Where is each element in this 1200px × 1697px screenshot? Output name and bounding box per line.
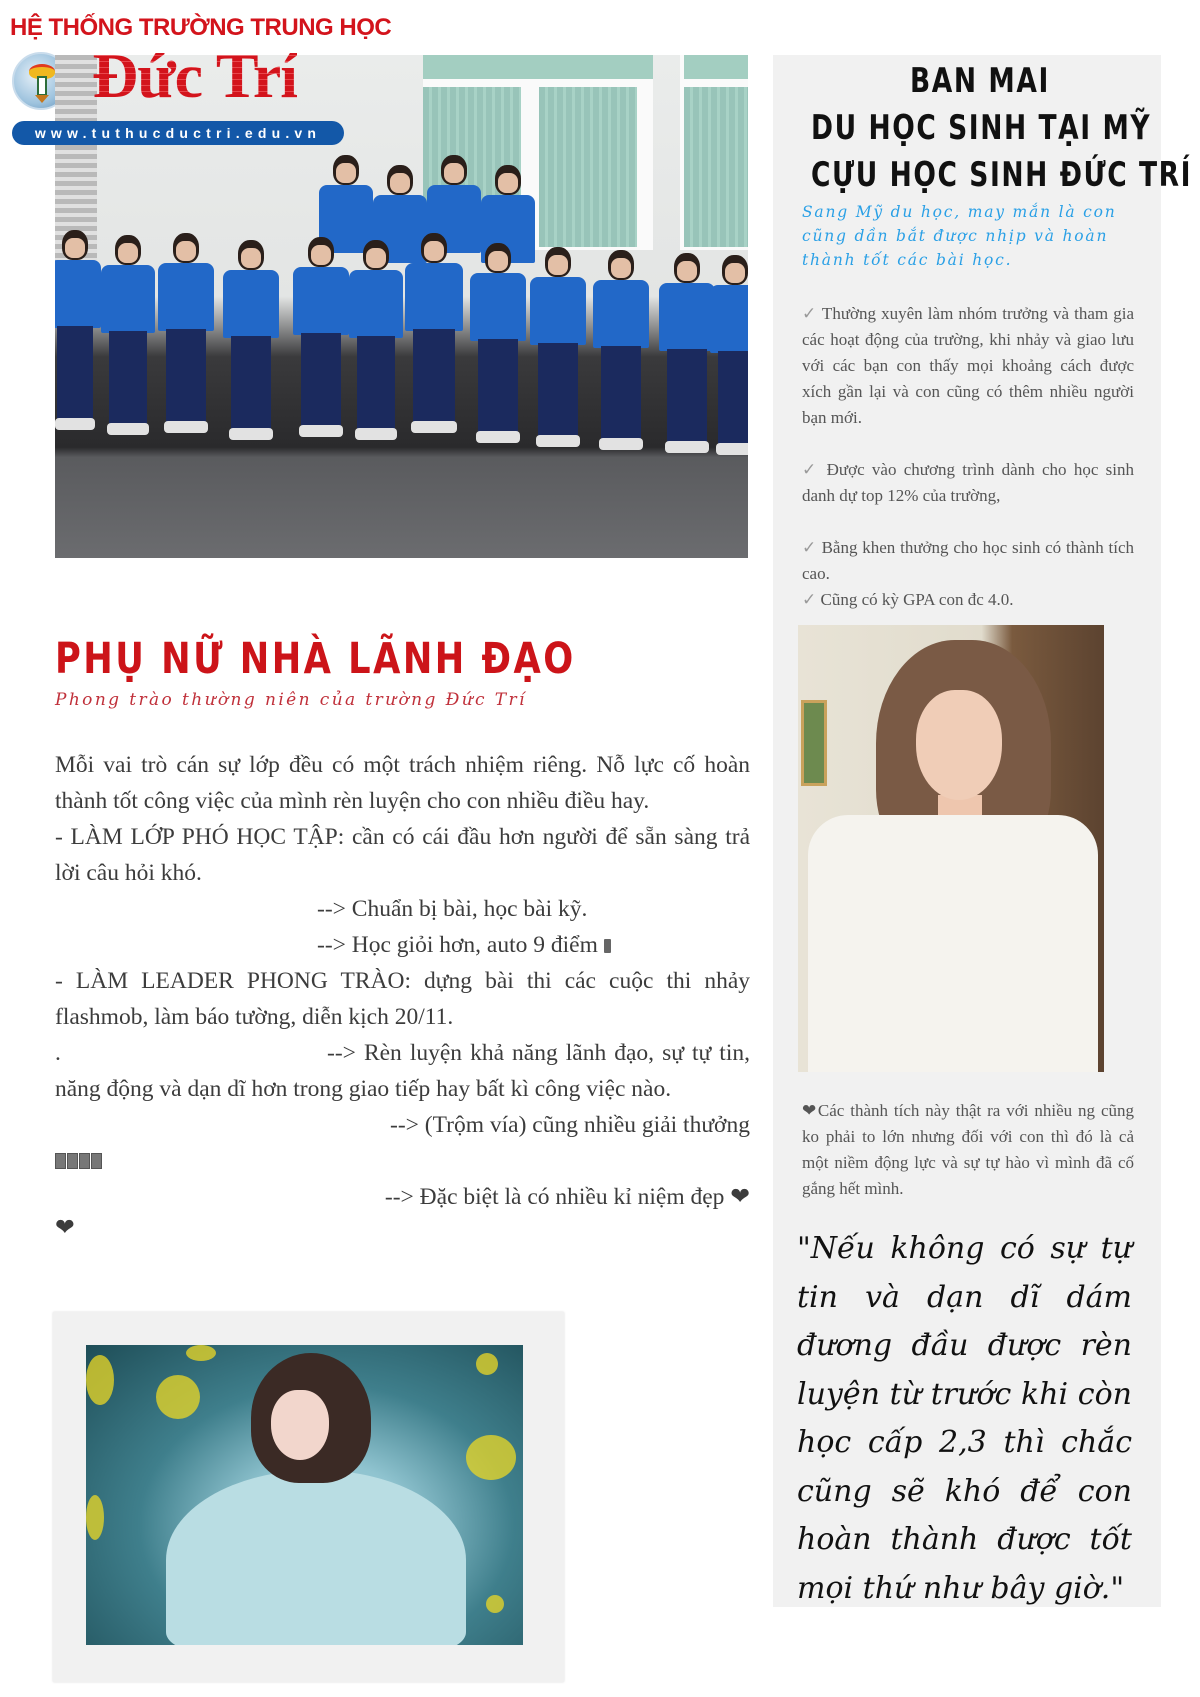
achievement-item	[802, 457, 1134, 509]
paragraph-text: --> Đặc biệt là có nhiều kỉ niệm đẹp	[384, 1184, 725, 1210]
heart-row	[55, 1215, 750, 1241]
website-link[interactable]: www.tuthucductri.edu.vn	[12, 121, 344, 145]
achievement-list	[802, 301, 1134, 613]
pull-quote	[797, 1225, 1132, 1613]
polaroid-photo	[86, 1345, 523, 1645]
note-text: Các thành tích này thật ra với nhiều ng cũng ko phải to lớn nhưng đối với con thì đó là cả một niềm động lực và sự tự hào vì mình đã cố gắng hết mình.	[802, 1101, 1134, 1198]
phone-icon	[604, 939, 611, 953]
check-icon: ✓	[802, 460, 820, 479]
achievement-item	[802, 301, 1134, 431]
student	[470, 243, 526, 448]
student	[593, 250, 649, 455]
article-subtitle: Phong trào thường niên của trường Đức Trí	[55, 690, 527, 710]
paragraph: --> (Trộm vía) cũng nhiều giải thưởng	[390, 1112, 750, 1138]
achievement-item	[802, 587, 1134, 613]
check-icon: ✓	[802, 304, 818, 323]
check-icon: ✓	[802, 538, 817, 557]
article-body	[55, 747, 750, 1241]
quote-text: "Nếu không có sự tự tin và dạn dĩ dám đương đầu được rèn luyện từ trước khi còn học cấp 2,3 thì chắc cũng sẽ khó để con hoàn thành được tốt mọi thứ như bây giờ."	[797, 1231, 1132, 1606]
paragraph: Mỗi vai trò cán sự lớp đều có một trách nhiệm riêng. Nỗ lực cố hoàn thành tốt công việc của mình rèn luyện cho con nhiều điều hay.	[55, 752, 750, 814]
dress	[166, 1470, 466, 1645]
school-name-logo: Đức Trí	[92, 40, 297, 111]
heart-icon: ❤	[802, 1101, 818, 1120]
student	[158, 233, 214, 438]
profile-role: DU HỌC SINH TẠI MỸ	[811, 108, 1152, 148]
check-icon: ✓	[802, 590, 817, 609]
school-system-label: HỆ THỐNG TRƯỜNG TRUNG HỌC	[10, 14, 392, 41]
achievement-text: Được vào chương trình dành cho học sinh danh dự top 12% của trường,	[802, 460, 1135, 505]
profile-lead: Sang Mỹ du học, may mắn là con cũng dần bắt được nhịp và hoàn thành tốt các bài học.	[802, 203, 1117, 269]
paragraph	[55, 1179, 750, 1215]
student	[349, 240, 403, 445]
achievement-text: Thường xuyên làm nhóm trưởng và tham gia các hoạt động của trường, khi nhảy và giao lưu với các bạn con thấy mọi khoảng cách được xích gần lại và con cũng có thêm nhiều người bạn mới.	[802, 304, 1135, 427]
achievement-text: Bằng khen thưởng cho học sinh có thành tích cao.	[802, 538, 1135, 583]
student	[101, 235, 155, 440]
torch-base	[35, 95, 49, 103]
student	[293, 237, 349, 442]
achievement-item	[802, 535, 1134, 587]
lace-blouse	[808, 815, 1098, 1072]
student	[55, 230, 101, 435]
trophy-row	[55, 1143, 750, 1179]
article-title: PHỤ NỮ NHÀ LÃNH ĐẠO	[55, 634, 576, 684]
achievement-note	[802, 1098, 1134, 1202]
profile-title	[773, 58, 1193, 199]
dot-marker: .	[55, 1040, 61, 1066]
student	[223, 240, 279, 445]
profile-name: BAN MAI	[910, 61, 1050, 101]
achievement-text: Cũng có kỳ GPA con đc 4.0.	[816, 590, 1014, 609]
profile-alumni: CỰU HỌC SINH ĐỨC TRÍ	[811, 155, 1193, 195]
torch-body	[37, 76, 47, 96]
paragraph	[55, 1035, 750, 1107]
heart-icon: ❤	[730, 1184, 750, 1210]
portrait-photo	[798, 625, 1104, 1072]
polaroid-frame	[53, 1312, 564, 1682]
window	[680, 55, 748, 250]
paragraph-text: --> Rèn luyện khả năng lãnh đạo, sự tự tin, năng động và dạn dĩ hơn trong giao tiếp hay bất kì công việc nào.	[55, 1040, 750, 1102]
trophy-icon	[67, 1153, 78, 1169]
paragraph: - LÀM LEADER PHONG TRÀO: dựng bài thi các cuộc thi nhảy flashmob, làm báo tường, diễn kịch 20/11.	[55, 968, 750, 1030]
heart-icon: ❤	[55, 1215, 75, 1241]
face	[271, 1390, 329, 1460]
student	[710, 255, 748, 460]
student	[659, 253, 715, 458]
student	[530, 247, 586, 452]
trophy-icon	[91, 1153, 102, 1169]
wall-picture	[801, 700, 827, 786]
paragraph: --> Chuẩn bị bài, học bài kỹ.	[317, 896, 588, 922]
paragraph	[55, 927, 750, 963]
student	[405, 233, 463, 448]
trophy-icon	[55, 1153, 66, 1169]
trophy-icon	[79, 1153, 90, 1169]
paragraph: - LÀM LỚP PHÓ HỌC TẬP: cần có cái đầu hơn người để sẵn sàng trả lời câu hỏi khó.	[55, 824, 750, 886]
face	[916, 690, 1002, 800]
paragraph-text: --> Học giỏi hơn, auto 9 điểm	[317, 932, 598, 958]
